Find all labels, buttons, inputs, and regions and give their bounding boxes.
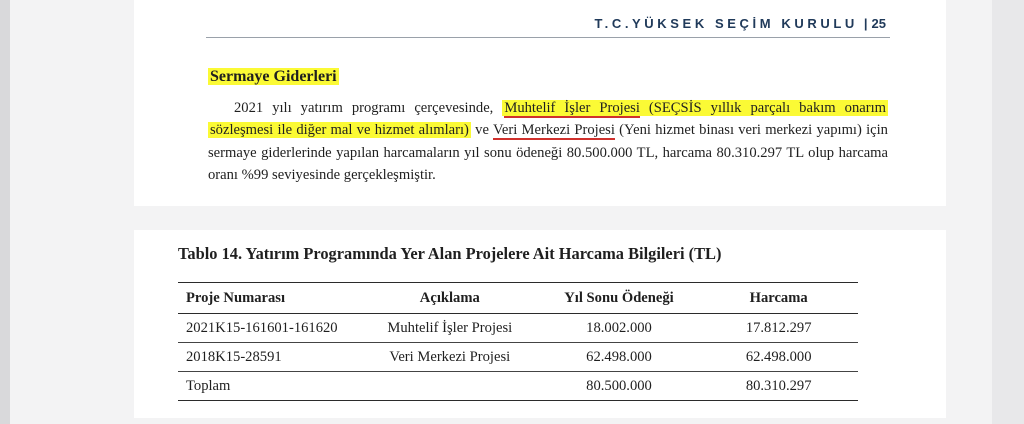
table-cell: 80.310.297 [699, 372, 858, 401]
document-page-top [134, 0, 946, 206]
paragraph-part-3: (SEÇSİS yıllık parçalı bakım onarım sözleşmesi ile diğer mal ve hizmet alımları) [210, 100, 886, 139]
page-header [595, 16, 886, 31]
expenditure-table [178, 282, 858, 401]
table-cell: 62.498.000 [699, 343, 858, 372]
table-cell: 18.002.000 [539, 314, 700, 343]
paragraph-project-2: Veri Merkezi Projesi [492, 122, 615, 139]
section-title-text: Sermaye Giderleri [210, 68, 337, 85]
window-right-edge [992, 0, 1024, 424]
paragraph-project-1: Muhtelif İşler Projesi [504, 100, 640, 116]
table-cell: 2018K15-28591 [178, 343, 361, 372]
table-cell: 80.500.000 [539, 372, 700, 401]
page-number: 25 [871, 16, 886, 31]
header-separator: | [863, 16, 868, 31]
column-header: Açıklama [361, 283, 539, 314]
table-header-row [178, 283, 858, 314]
table-cell: 17.812.297 [699, 314, 858, 343]
paragraph-part-4: ve [470, 122, 493, 139]
table-caption: Tablo 14. Yatırım Programında Yer Alan Projelere Ait Harcama Bilgileri (TL) [178, 244, 722, 263]
table-row [178, 343, 858, 372]
table-cell [361, 372, 539, 401]
table-cell: 2021K15-161601-161620 [178, 314, 361, 343]
paragraph-part-1: 2021 yılı yatırım programı çerçevesinde, [234, 100, 503, 116]
column-header: Harcama [699, 283, 858, 314]
document-page-bottom [134, 230, 946, 418]
section-title [208, 68, 339, 86]
table-total-row [178, 372, 858, 401]
paragraph-part-6: (Yeni hizmet binası veri merkezi yapımı) [614, 122, 862, 139]
table-row [178, 314, 858, 343]
column-header: Yıl Sonu Ödeneği [539, 283, 700, 314]
header-title: T.C.YÜKSEK SEÇİM KURULU [594, 16, 858, 31]
table-cell: Veri Merkezi Projesi [361, 343, 539, 372]
table-cell: Toplam [178, 372, 361, 401]
paragraph-part-7: için sermaye giderlerinde yapılan harcamaların yıl sonu ödeneği 80.500.000 TL, harcama 80.310.297 TL olup harcama oranı %99 seviyesinde gerçekleşmiştir. [208, 122, 888, 184]
table-cell: Muhtelif İşler Projesi [361, 314, 539, 343]
section-paragraph [208, 97, 888, 187]
table-cell: 62.498.000 [539, 343, 700, 372]
column-header: Proje Numarası [178, 283, 361, 314]
header-rule [206, 37, 890, 38]
window-left-edge [0, 0, 10, 424]
